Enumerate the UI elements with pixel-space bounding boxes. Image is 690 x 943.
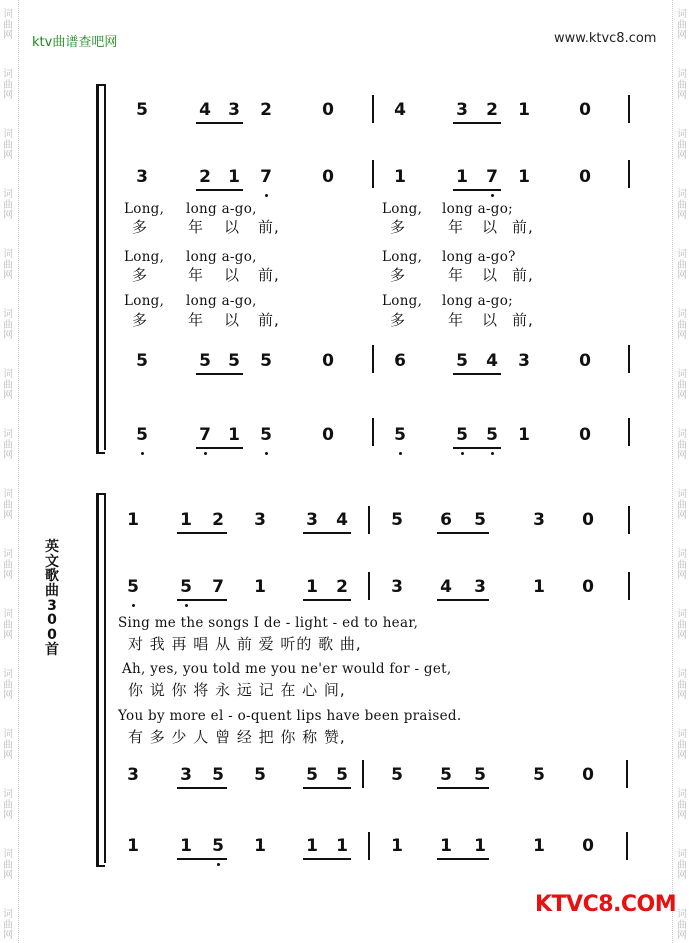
jianpu-note: 0 <box>322 100 334 120</box>
jianpu-note: 1 <box>440 836 452 856</box>
lyric-char: 前, <box>512 266 534 284</box>
jianpu-note: 5 <box>212 765 224 785</box>
barline <box>628 418 630 446</box>
side-watermark: 词 曲 网 <box>677 549 687 581</box>
jianpu-note: 4 <box>199 100 211 120</box>
side-watermark: 词 曲 网 <box>3 549 13 581</box>
lyric-line: Long, <box>382 249 423 265</box>
low-octave-dot <box>132 604 135 607</box>
jianpu-note: 1 <box>180 836 192 856</box>
jianpu-note: 5 <box>391 510 403 530</box>
lyric-char: 年 <box>188 218 205 236</box>
side-watermark: 词 曲 网 <box>3 129 13 161</box>
jianpu-note: 1 <box>127 510 139 530</box>
side-watermark: 词 曲 网 <box>3 189 13 221</box>
note-underline <box>177 858 227 860</box>
barline <box>628 345 630 373</box>
jianpu-note: 5 <box>228 351 240 371</box>
jianpu-note: 0 <box>322 167 334 187</box>
side-watermark: 词 曲 网 <box>677 609 687 641</box>
barline <box>628 95 630 123</box>
barline <box>628 572 630 600</box>
jianpu-note: 5 <box>254 765 266 785</box>
side-watermark: 词 曲 网 <box>3 249 13 281</box>
side-watermark: 词 曲 网 <box>677 9 687 41</box>
jianpu-note: 2 <box>260 100 272 120</box>
side-watermark: 词 曲 网 <box>3 69 13 101</box>
jianpu-note: 0 <box>579 425 591 445</box>
ktvc8-logo: KTVC8.COM <box>535 892 677 917</box>
low-octave-dot <box>141 452 144 455</box>
side-watermark: 词 曲 网 <box>3 609 13 641</box>
lyric-line: 你 说 你 将 永 远 记 在 心 间, <box>128 681 346 699</box>
side-watermark: 词 曲 网 <box>3 909 13 941</box>
jianpu-note: 5 <box>306 765 318 785</box>
lyric-line: Ah, yes, you told me you ne'er would for - get, <box>122 661 452 677</box>
lyric-char: 年 <box>188 266 205 284</box>
lyric-char: 多 <box>132 311 149 329</box>
lyric-char: 年 <box>448 218 465 236</box>
note-underline <box>453 447 501 449</box>
barline <box>372 345 374 373</box>
lyric-char: 以 <box>224 266 241 284</box>
jianpu-note: 4 <box>336 510 348 530</box>
side-watermark: 词 曲 网 <box>677 789 687 821</box>
side-watermark: 词 曲 网 <box>3 429 13 461</box>
lyric-line: long a-go, <box>186 293 257 309</box>
jianpu-note: 0 <box>579 351 591 371</box>
note-underline <box>196 373 243 375</box>
site-url-right: www.ktvc8.com <box>554 31 657 46</box>
jianpu-note: 1 <box>533 577 545 597</box>
jianpu-note: 0 <box>322 351 334 371</box>
side-watermark: 词 曲 网 <box>3 309 13 341</box>
jianpu-note: 1 <box>456 167 468 187</box>
jianpu-note: 3 <box>228 100 240 120</box>
jianpu-note: 0 <box>322 425 334 445</box>
note-underline <box>303 858 351 860</box>
jianpu-note: 7 <box>260 167 272 187</box>
jianpu-note: 5 <box>136 351 148 371</box>
jianpu-note: 2 <box>336 577 348 597</box>
low-octave-dot <box>204 452 207 455</box>
jianpu-note: 5 <box>394 425 406 445</box>
note-underline <box>453 189 501 191</box>
lyric-line: Long, <box>382 201 423 217</box>
jianpu-note: 0 <box>579 100 591 120</box>
note-underline <box>177 787 227 789</box>
jianpu-note: 1 <box>306 577 318 597</box>
side-watermark: 词 曲 网 <box>677 729 687 761</box>
low-octave-dot <box>461 452 464 455</box>
side-watermark: 词 曲 网 <box>3 669 13 701</box>
jianpu-note: 3 <box>456 100 468 120</box>
barline <box>362 760 364 788</box>
lyric-line: long a-go? <box>442 249 516 265</box>
jianpu-note: 3 <box>136 167 148 187</box>
jianpu-note: 0 <box>582 577 594 597</box>
lyric-char: 以 <box>482 218 499 236</box>
jianpu-note: 0 <box>579 167 591 187</box>
note-underline <box>303 599 351 601</box>
jianpu-note: 5 <box>136 425 148 445</box>
lyric-line: You by more el - o-quent lips have been praised. <box>118 708 462 724</box>
barline <box>368 832 370 860</box>
jianpu-note: 5 <box>260 351 272 371</box>
jianpu-note: 1 <box>180 510 192 530</box>
low-octave-dot <box>217 863 220 866</box>
jianpu-note: 2 <box>212 510 224 530</box>
jianpu-note: 1 <box>336 836 348 856</box>
lyric-char: 以 <box>224 311 241 329</box>
side-watermark: 词 曲 网 <box>677 129 687 161</box>
jianpu-note: 1 <box>127 836 139 856</box>
lyric-char: 前, <box>512 311 534 329</box>
lyric-line: 有 多 少 人 曾 经 把 你 称 赞, <box>128 728 346 746</box>
jianpu-note: 1 <box>518 425 530 445</box>
system2-left-barline <box>104 493 106 863</box>
lyric-char: 年 <box>448 311 465 329</box>
jianpu-note: 3 <box>474 577 486 597</box>
side-watermark: 词 曲 网 <box>677 849 687 881</box>
lyric-line: Long, <box>124 249 165 265</box>
left-dotted-border <box>18 0 19 943</box>
side-watermark: 词 曲 网 <box>677 909 687 941</box>
jianpu-note: 6 <box>440 510 452 530</box>
lyric-char: 年 <box>188 311 205 329</box>
jianpu-note: 1 <box>518 167 530 187</box>
barline <box>626 832 628 860</box>
lyric-line: long a-go; <box>442 293 514 309</box>
jianpu-note: 3 <box>180 765 192 785</box>
jianpu-note: 1 <box>306 836 318 856</box>
lyric-line: long a-go, <box>186 201 257 217</box>
jianpu-note: 6 <box>394 351 406 371</box>
low-octave-dot <box>185 604 188 607</box>
lyric-char: 前, <box>258 266 280 284</box>
side-watermark: 词 曲 网 <box>3 9 13 41</box>
barline <box>372 160 374 188</box>
note-underline <box>437 858 489 860</box>
jianpu-note: 7 <box>486 167 498 187</box>
lyric-char: 以 <box>482 266 499 284</box>
low-octave-dot <box>265 452 268 455</box>
lyric-char: 以 <box>482 311 499 329</box>
jianpu-note: 3 <box>306 510 318 530</box>
lyric-char: 多 <box>132 266 149 284</box>
jianpu-note: 5 <box>127 577 139 597</box>
note-underline <box>453 373 501 375</box>
jianpu-note: 5 <box>260 425 272 445</box>
jianpu-note: 3 <box>391 577 403 597</box>
barline <box>628 160 630 188</box>
jianpu-note: 0 <box>582 836 594 856</box>
lyric-char: 以 <box>224 218 241 236</box>
barline <box>372 418 374 446</box>
note-underline <box>303 787 351 789</box>
jianpu-note: 1 <box>391 836 403 856</box>
jianpu-note: 4 <box>440 577 452 597</box>
right-dotted-border <box>672 0 673 943</box>
note-underline <box>196 122 243 124</box>
lyric-line: Long, <box>124 201 165 217</box>
jianpu-note: 5 <box>456 351 468 371</box>
lyric-line: long a-go, <box>186 249 257 265</box>
jianpu-note: 5 <box>440 765 452 785</box>
side-watermark: 词 曲 网 <box>677 69 687 101</box>
jianpu-note: 4 <box>486 351 498 371</box>
jianpu-note: 5 <box>391 765 403 785</box>
note-underline <box>303 532 351 534</box>
lyric-char: 前, <box>258 311 280 329</box>
note-underline <box>196 447 243 449</box>
lyric-char: 前, <box>512 218 534 236</box>
jianpu-note: 1 <box>228 167 240 187</box>
side-watermark: 词 曲 网 <box>3 369 13 401</box>
lyric-char: 多 <box>390 311 407 329</box>
note-underline <box>437 787 489 789</box>
jianpu-note: 1 <box>394 167 406 187</box>
jianpu-note: 1 <box>254 836 266 856</box>
jianpu-note: 5 <box>136 100 148 120</box>
lyric-char: 多 <box>132 218 149 236</box>
site-name-left: ktv曲谱查吧网 <box>32 35 118 50</box>
jianpu-note: 5 <box>533 765 545 785</box>
jianpu-note: 7 <box>212 577 224 597</box>
note-underline <box>177 599 227 601</box>
jianpu-note: 2 <box>486 100 498 120</box>
jianpu-note: 1 <box>254 577 266 597</box>
jianpu-note: 3 <box>254 510 266 530</box>
jianpu-note: 5 <box>474 765 486 785</box>
note-underline <box>453 122 501 124</box>
side-watermark: 词 曲 网 <box>677 249 687 281</box>
side-watermark: 词 曲 网 <box>677 669 687 701</box>
lyric-line: Long, <box>382 293 423 309</box>
jianpu-note: 5 <box>474 510 486 530</box>
low-octave-dot <box>491 194 494 197</box>
barline <box>368 572 370 600</box>
note-underline <box>437 599 489 601</box>
jianpu-note: 5 <box>456 425 468 445</box>
lyric-char: 多 <box>390 266 407 284</box>
lyric-line: long a-go; <box>442 201 514 217</box>
side-watermark: 词 曲 网 <box>3 789 13 821</box>
side-watermark: 词 曲 网 <box>677 309 687 341</box>
jianpu-note: 0 <box>582 510 594 530</box>
lyric-char: 多 <box>390 218 407 236</box>
jianpu-note: 5 <box>180 577 192 597</box>
jianpu-note: 0 <box>582 765 594 785</box>
jianpu-note: 1 <box>518 100 530 120</box>
side-watermark: 词 曲 网 <box>3 849 13 881</box>
low-octave-dot <box>265 194 268 197</box>
lyric-line: Sing me the songs I de - light - ed to hear, <box>118 615 419 631</box>
lyric-line: Long, <box>124 293 165 309</box>
side-watermark: 词 曲 网 <box>677 429 687 461</box>
lyric-char: 年 <box>448 266 465 284</box>
note-underline <box>437 532 489 534</box>
side-watermark: 词 曲 网 <box>3 489 13 521</box>
low-octave-dot <box>399 452 402 455</box>
barline <box>626 760 628 788</box>
jianpu-note: 5 <box>199 351 211 371</box>
jianpu-note: 2 <box>199 167 211 187</box>
jianpu-note: 1 <box>228 425 240 445</box>
jianpu-note: 1 <box>533 836 545 856</box>
system1-left-barline <box>104 84 106 450</box>
jianpu-note: 5 <box>336 765 348 785</box>
low-octave-dot <box>491 452 494 455</box>
jianpu-note: 5 <box>212 836 224 856</box>
jianpu-note: 3 <box>533 510 545 530</box>
jianpu-note: 1 <box>474 836 486 856</box>
lyric-line: 对 我 再 唱 从 前 爱 听的 歌 曲, <box>128 635 362 653</box>
jianpu-note: 5 <box>486 425 498 445</box>
barline <box>628 506 630 534</box>
lyric-char: 前, <box>258 218 280 236</box>
side-watermark: 词 曲 网 <box>677 189 687 221</box>
jianpu-note: 7 <box>199 425 211 445</box>
note-underline <box>177 532 227 534</box>
jianpu-note: 4 <box>394 100 406 120</box>
barline <box>368 506 370 534</box>
side-watermark: 词 曲 网 <box>677 489 687 521</box>
side-watermark: 词 曲 网 <box>3 729 13 761</box>
jianpu-note: 3 <box>127 765 139 785</box>
jianpu-note: 3 <box>518 351 530 371</box>
side-watermark: 词 曲 网 <box>677 369 687 401</box>
note-underline <box>196 189 243 191</box>
vertical-book-title: 英 文 歌 曲 3 0 0 首 <box>45 539 59 658</box>
barline <box>372 95 374 123</box>
